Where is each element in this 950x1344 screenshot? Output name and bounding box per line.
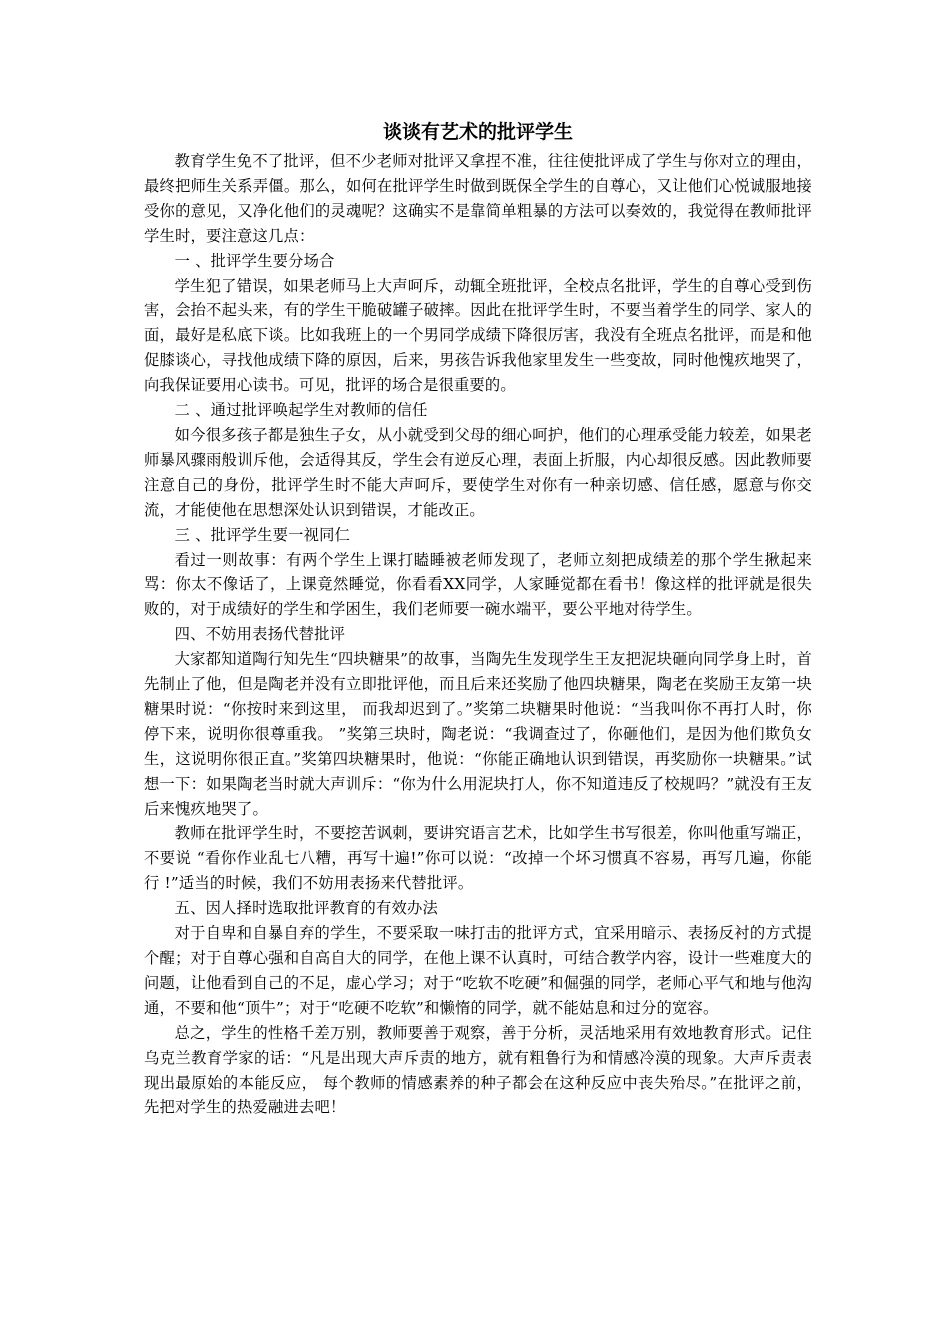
document-body xyxy=(144,117,812,1120)
paragraph-section-4b: 教师在批评学生时，不要挖苦讽刺，要讲究语言艺术，比如学生书写很差，你叫他重写端正，不要说 “看你作业乱七八糟，再写十遍!”你可以说：“改掉一个坏习惯真不容易，再写几遍，你能行 !”适当的时候，我们不妨用表扬来代替批评。 xyxy=(144,824,812,893)
page-title: 谈谈有艺术的批评学生 xyxy=(382,121,573,143)
paragraph-section-2: 如今很多孩子都是独生子女，从小就受到父母的细心呵护，他们的心理承受能力较差，如果老师暴风骤雨般训斥他，会适得其反，学生会有逆反心理，表面上折服，内心却很反感。因此教师要注意自己的身份，批评学生时不能大声呵斥，要使学生对你有一种亲切感、信任感，愿意与你交流，才能使他在思想深处认识到错误，才能改正。 xyxy=(144,425,812,519)
paragraph-section-4a: 大家都知道陶行知先生“四块糖果”的故事，当陶先生发现学生王友把泥块砸向同学身上时，首先制止了他，但是陶老并没有立即批评他，而且后来还奖励了他四块糖果，陶老在奖励王友第一块糖果时说：“你按时来到这里， 而我却迟到了。”奖第二块糖果时他说：“当我叫你不再打人时，你停下来，说明你很尊重我。 ”奖第三块时，陶老说：“我调查过了，你砸他们，是因为他们欺负女生，这说明你很正直。”奖第四块糖果时，他说：“你能正确地认识到错误，再奖励你一块糖果。”试想一下：如果陶老当时就大声训斥：“你为什么用泥块打人，你不知道违反了校规吗？”就没有王友后来愧疚地哭了。 xyxy=(144,650,812,818)
paragraph-section-5: 对于自卑和自暴自弃的学生，不要采取一味打击的批评方式，宜采用暗示、表扬反衬的方式提个醒；对于自尊心强和自高自大的同学，在他上课不认真时，可结合教学内容，设计一些难度大的问题，让他看到自己的不足，虚心学习；对于“吃软不吃硬”和倔强的同学，老师心平气和地与他沟通，不要和他“顶牛”；对于“吃硬不吃软”和懒惰的同学，就不能姑息和过分的宽容。 xyxy=(144,924,812,1017)
section-heading-4: 四、不妨用表扬代替批评 xyxy=(174,625,346,644)
paragraph-section-3: 看过一则故事：有两个学生上课打瞌睡被老师发现了，老师立刻把成绩差的那个学生揪起来骂：你太不像话了，上课竟然睡觉，你看看XX同学，人家睡觉都在看书！像这样的批评就是很失败的，对于成绩好的学生和学困生，我们老师要一碗水端平，要公平地对待学生。 xyxy=(144,550,812,619)
paragraph-conclusion: 总之，学生的性格千差万别，教师要善于观察，善于分析，灵活地采用有效地教育形式。记住乌克兰教育学家的话：“凡是出现大声斥责的地方，就有粗鲁行为和情感冷漠的现象。大声斥责表现出最原始的本能反应， 每个教师的情感素养的种子都会在这种反应中丧失殆尽。”在批评之前，先把对学生的热爱融进去吧！ xyxy=(144,1023,812,1117)
section-heading-1: 一 、批评学生要分场合 xyxy=(174,251,335,270)
section-heading-5: 五、因人择时选取批评教育的有效办法 xyxy=(174,899,439,918)
paragraph-section-1: 学生犯了错误，如果老师马上大声呵斥，动辄全班批评，全校点名批评，学生的自尊心受到伤害，会抬不起头来，有的学生干脆破罐子破摔。因此在批评学生时，不要当着学生的同学、家人的面，最好是私底下谈。比如我班上的一个男同学成绩下降很厉害，我没有全班点名批评，而是和他促膝谈心，寻找他成绩下降的原因，后来，男孩告诉我他家里发生一些变故，同时他愧疚地哭了，向我保证要用心读书。可见，批评的场合是很重要的。 xyxy=(144,276,812,395)
section-heading-2: 二 、通过批评唤起学生对教师的信任 xyxy=(174,401,428,420)
section-heading-3: 三 、批评学生要一视同仁 xyxy=(174,525,351,544)
paragraph-intro: 教育学生免不了批评，但不少老师对批评又拿捏不准，往往使批评成了学生与你对立的理由，最终把师生关系弄僵。那么，如何在批评学生时做到既保全学生的自尊心，又让他们心悦诚服地接受你的意见，又净化他们的灵魂呢？这确实不是靠简单粗暴的方法可以奏效的，我觉得在教师批评学生时，要注意这几点： xyxy=(144,152,812,245)
